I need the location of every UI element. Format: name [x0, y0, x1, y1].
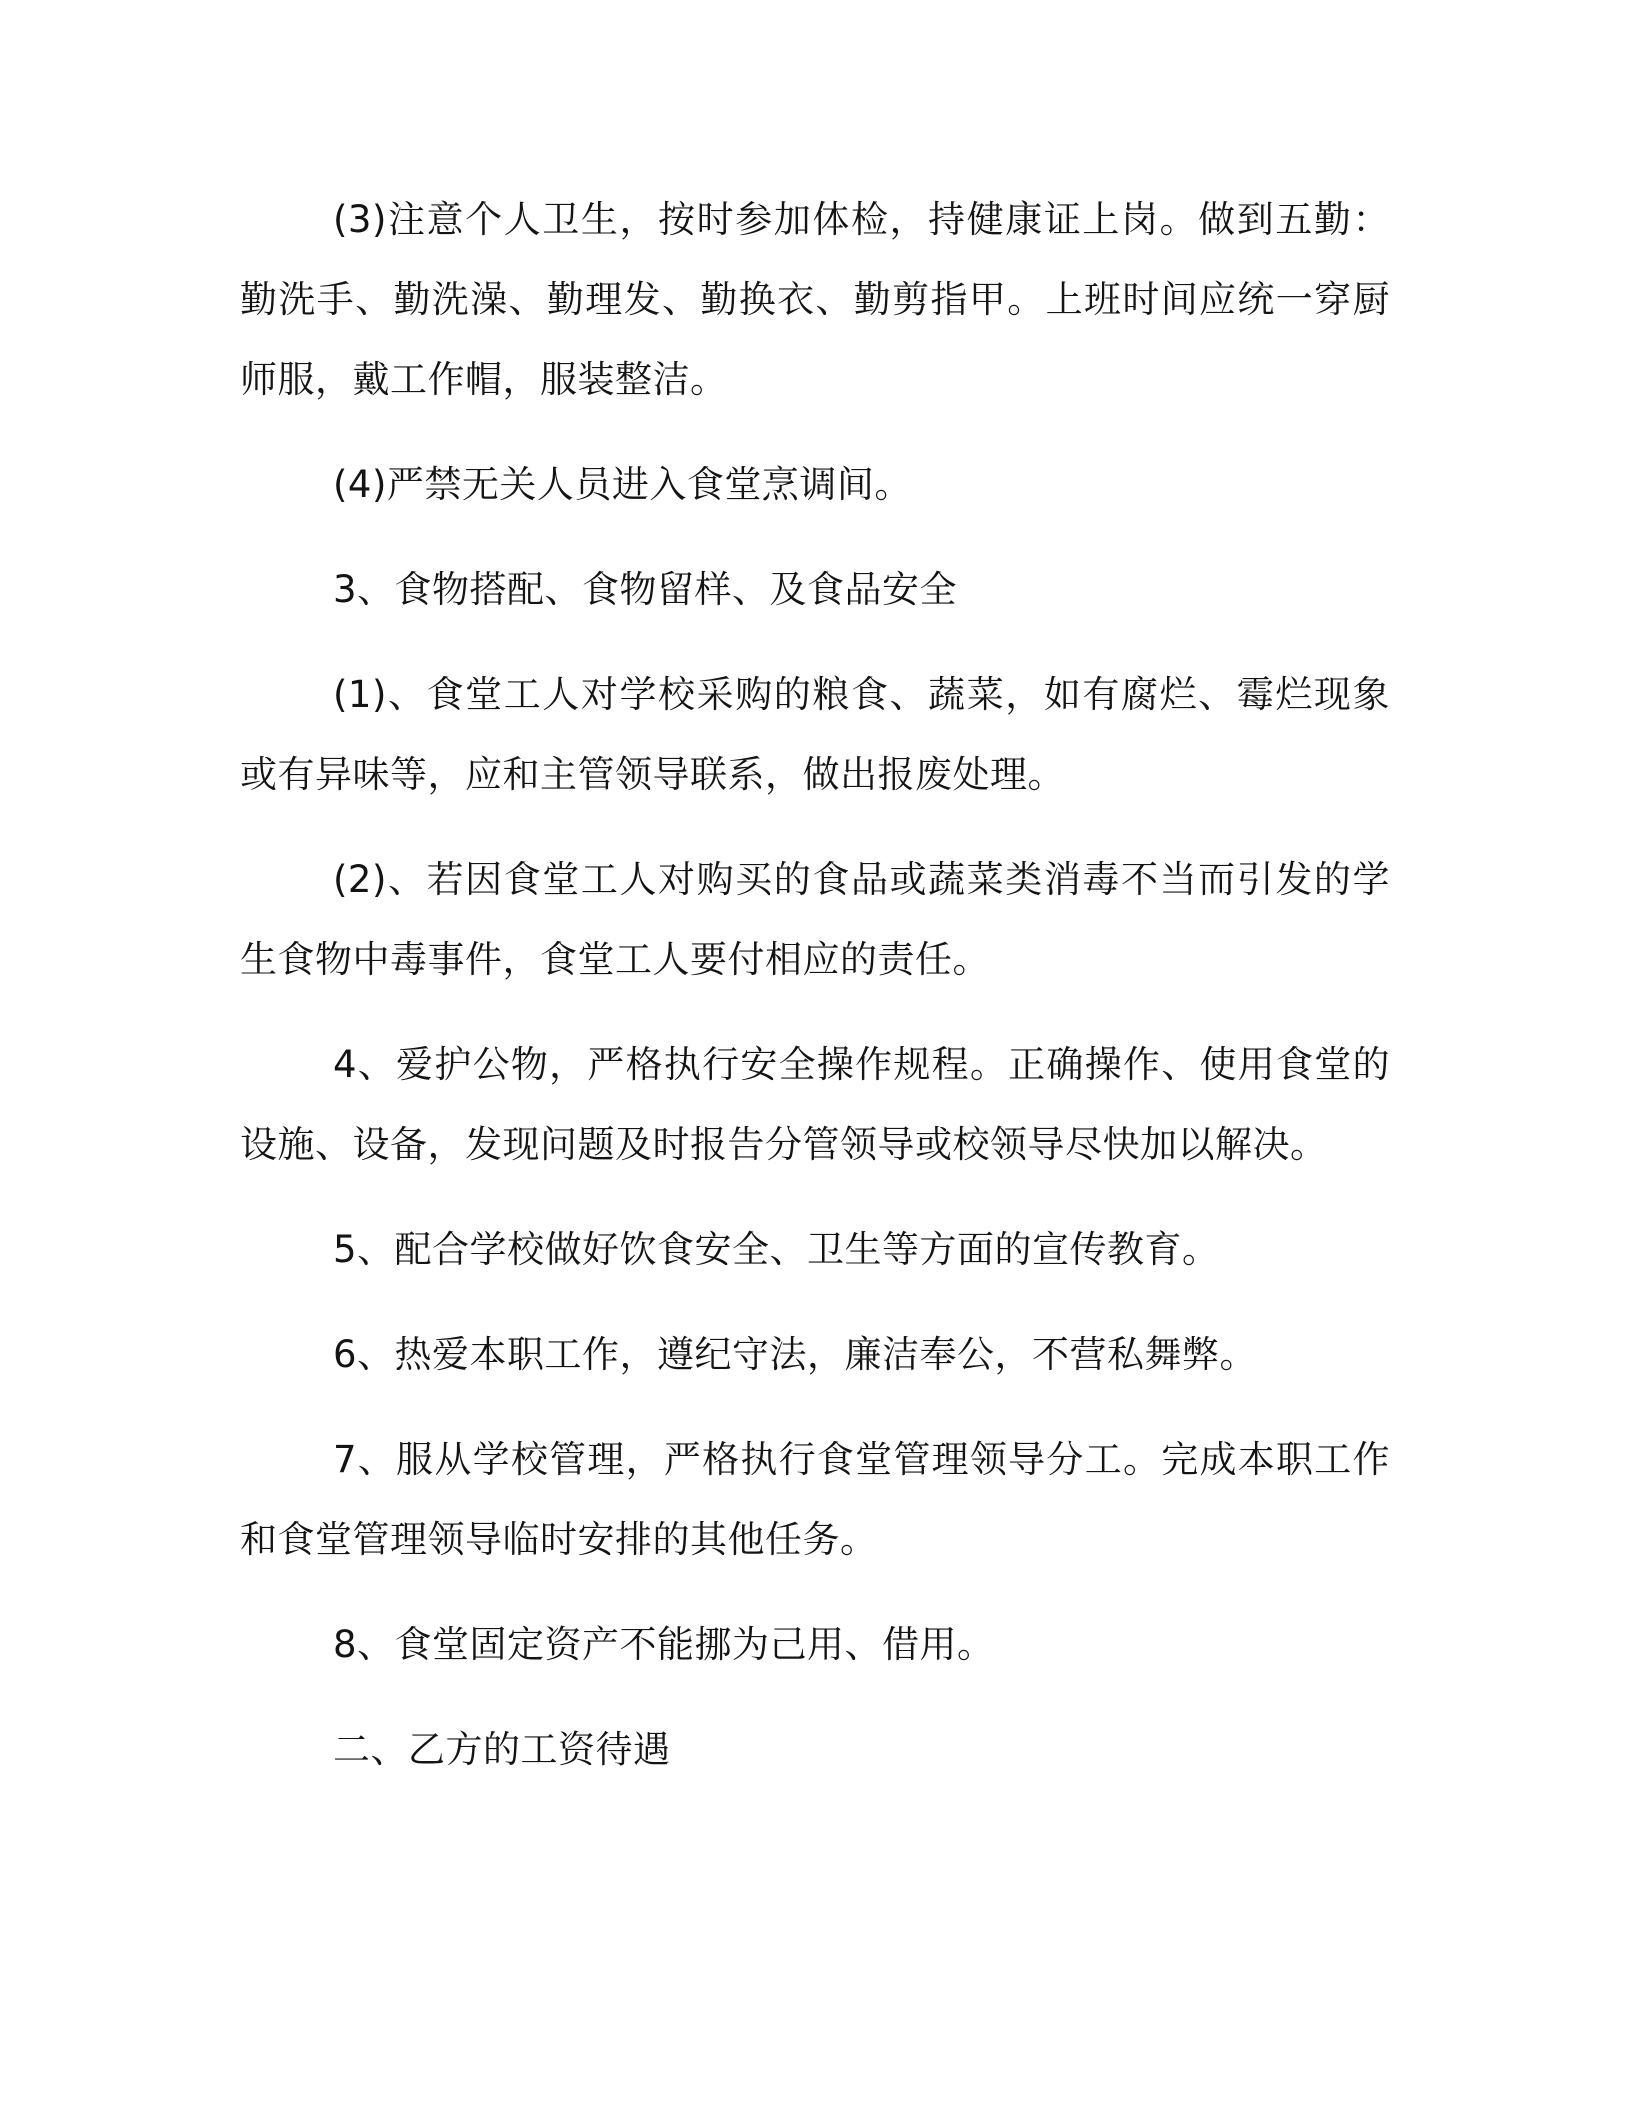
paragraph-education: 5、配合学校做好饮食安全、卫生等方面的宣传教育。	[333, 1228, 1220, 1271]
paragraph-management: 7、服从学校管理，严格执行食堂管理领导分工。完成本职工作和食堂管理领导临时安排的其他任务。	[240, 1438, 1390, 1561]
paragraph-work-ethic: 6、热爱本职工作，遵纪守法，廉洁奉公，不营私舞弊。	[333, 1333, 1258, 1376]
section-heading-food-safety: 3、食物搭配、食物留样、及食品安全	[333, 568, 958, 611]
paragraph-fixed-assets: 8、食堂固定资产不能挪为己用、借用。	[333, 1623, 995, 1666]
paragraph-spoiled-food: (1)、食堂工人对学校采购的粮食、蔬菜，如有腐烂、霉烂现象或有异味等，应和主管领导联系，做出报废处理。	[240, 673, 1390, 796]
document-body	[240, 180, 1390, 1790]
paragraph-safety-rules: 4、爱护公物，严格执行安全操作规程。正确操作、使用食堂的设施、设备，发现问题及时报告分管领导或校领导尽快加以解决。	[240, 1043, 1390, 1166]
paragraph-hygiene: (3)注意个人卫生，按时参加体检，持健康证上岗。做到五勤：勤洗手、勤洗澡、勤理发、勤换衣、勤剪指甲。上班时间应统一穿厨师服，戴工作帽，服装整洁。	[240, 198, 1390, 401]
paragraph-no-entry: (4)严禁无关人员进入食堂烹调间。	[333, 463, 912, 506]
section-heading-wages: 二、乙方的工资待遇	[333, 1728, 671, 1771]
paragraph-poisoning-liability: (2)、若因食堂工人对购买的食品或蔬菜类消毒不当而引发的学生食物中毒事件，食堂工人要付相应的责任。	[240, 858, 1390, 981]
